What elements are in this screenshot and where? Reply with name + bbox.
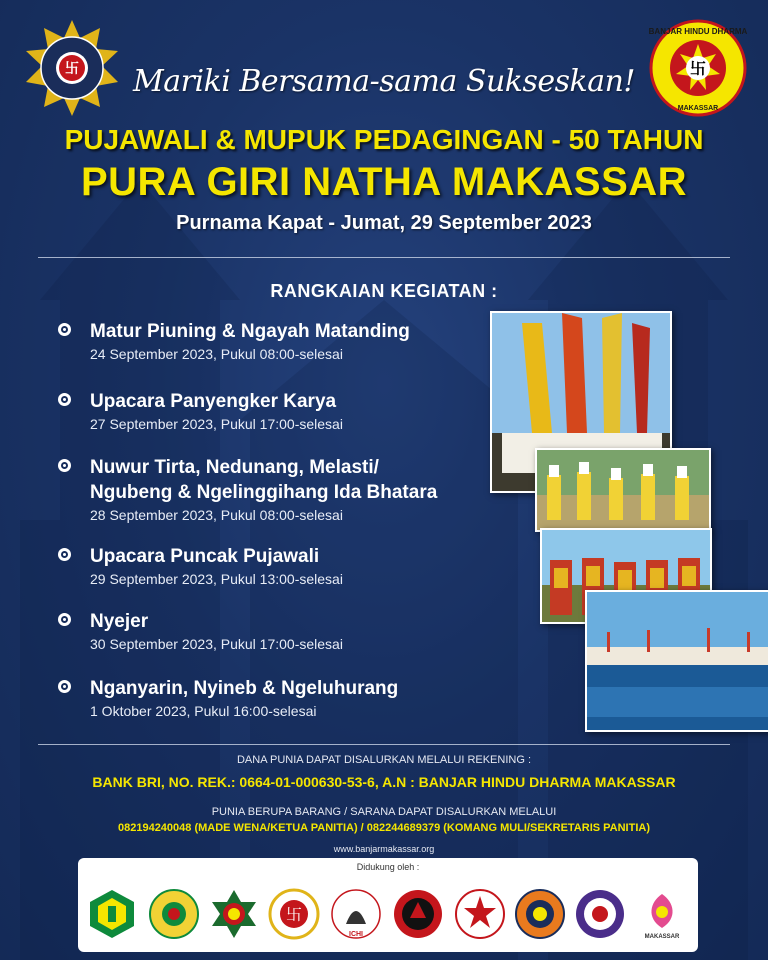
event-heading: PUJAWALI & MUPUK PEDAGINGAN - 50 TAHUN xyxy=(64,124,704,155)
event-title: Nyejer xyxy=(90,611,149,632)
svg-text:ICHI: ICHI xyxy=(349,931,363,938)
event-date: 29 September 2023, Pukul 13:00-selesai xyxy=(90,571,343,587)
event-date: 27 September 2023, Pukul 17:00-selesai xyxy=(90,416,343,432)
radio-bullet-icon xyxy=(58,548,71,561)
svg-text:卐: 卐 xyxy=(65,61,79,77)
radio-bullet-icon xyxy=(58,323,71,336)
photo-dancers xyxy=(535,448,711,532)
divider-top xyxy=(38,257,730,258)
section-title: RANGKAIAN KEGIATAN : xyxy=(270,281,498,301)
contact-numbers: 082194240048 (MADE WENA/KETUA PANITIA) / 082244689379 (KOMANG MULI/SEKRETARIS PANITIA) xyxy=(117,822,650,834)
sponsor-panel xyxy=(78,858,698,952)
ichi-logo-icon xyxy=(330,888,382,940)
event-date-heading: Purnama Kapat - Jumat, 29 September 2023 xyxy=(176,212,592,234)
tagline: Mariki Bersama-sama Sukseskan! xyxy=(133,64,635,99)
event-date: 1 Oktober 2023, Pukul 16:00-selesai xyxy=(90,703,317,719)
wanita-hindu-logo-icon xyxy=(454,888,506,940)
radio-bullet-icon xyxy=(58,613,71,626)
om-logo-icon xyxy=(208,888,260,940)
event-title: Upacara Puncak Pujawali xyxy=(90,546,320,567)
bank-account: BANK BRI, NO. REK.: 0664-01-000630-53-6, A.N : BANJAR HINDU DHARMA MAKASSAR xyxy=(92,774,676,790)
punia-label: DANA PUNIA DAPAT DISALURKAN MELALUI REKENING : xyxy=(236,754,532,766)
peradah-logo-icon xyxy=(392,888,444,940)
event-title: Matur Piuning & Ngayah Matanding xyxy=(90,321,410,342)
photo-melasti-beach xyxy=(585,590,768,732)
temple-name: PURA GIRI NATHA MAKASSAR xyxy=(80,160,688,204)
swastika-logo-icon xyxy=(268,888,320,940)
svg-text:卐: 卐 xyxy=(285,905,303,924)
event-title: Nuwur Tirta, Nedunang, Melasti/ xyxy=(90,457,379,478)
pasraman-logo-icon xyxy=(148,888,200,940)
sanggar-gita-logo-icon xyxy=(574,888,626,940)
svg-text:卐: 卐 xyxy=(689,59,707,78)
event-title: Upacara Panyengker Karya xyxy=(90,391,337,412)
event-title: Nganyarin, Nyineb & Ngeluhurang xyxy=(90,678,399,699)
radio-bullet-icon xyxy=(58,459,71,472)
svg-text:MAKASSAR: MAKASSAR xyxy=(677,105,719,112)
event-date: 28 September 2023, Pukul 08:00-selesai xyxy=(90,507,343,523)
website-link[interactable]: www.banjarmakassar.org xyxy=(333,844,435,854)
kmhdi-logo-icon xyxy=(514,888,566,940)
pemuda-hindu-logo-icon xyxy=(636,888,688,940)
svg-text:MAKASSAR: MAKASSAR xyxy=(644,934,680,940)
event-date: 24 September 2023, Pukul 08:00-selesai xyxy=(90,346,343,362)
radio-bullet-icon xyxy=(58,393,71,406)
svg-text:BANJAR HINDU DHARMA: BANJAR HINDU DHARMA xyxy=(648,27,748,36)
barang-label: PUNIA BERUPA BARANG / SARANA DAPAT DISALURKAN MELALUI xyxy=(211,806,557,818)
radio-bullet-icon xyxy=(58,680,71,693)
support-label: Didukung oleh : xyxy=(356,862,420,872)
divider-bottom xyxy=(38,744,730,745)
kemenag-logo-icon xyxy=(86,888,138,940)
event-title-line2: Ngubeng & Ngelinggihang Ida Bhatara xyxy=(90,482,438,503)
event-date: 30 September 2023, Pukul 17:00-selesai xyxy=(90,636,343,652)
